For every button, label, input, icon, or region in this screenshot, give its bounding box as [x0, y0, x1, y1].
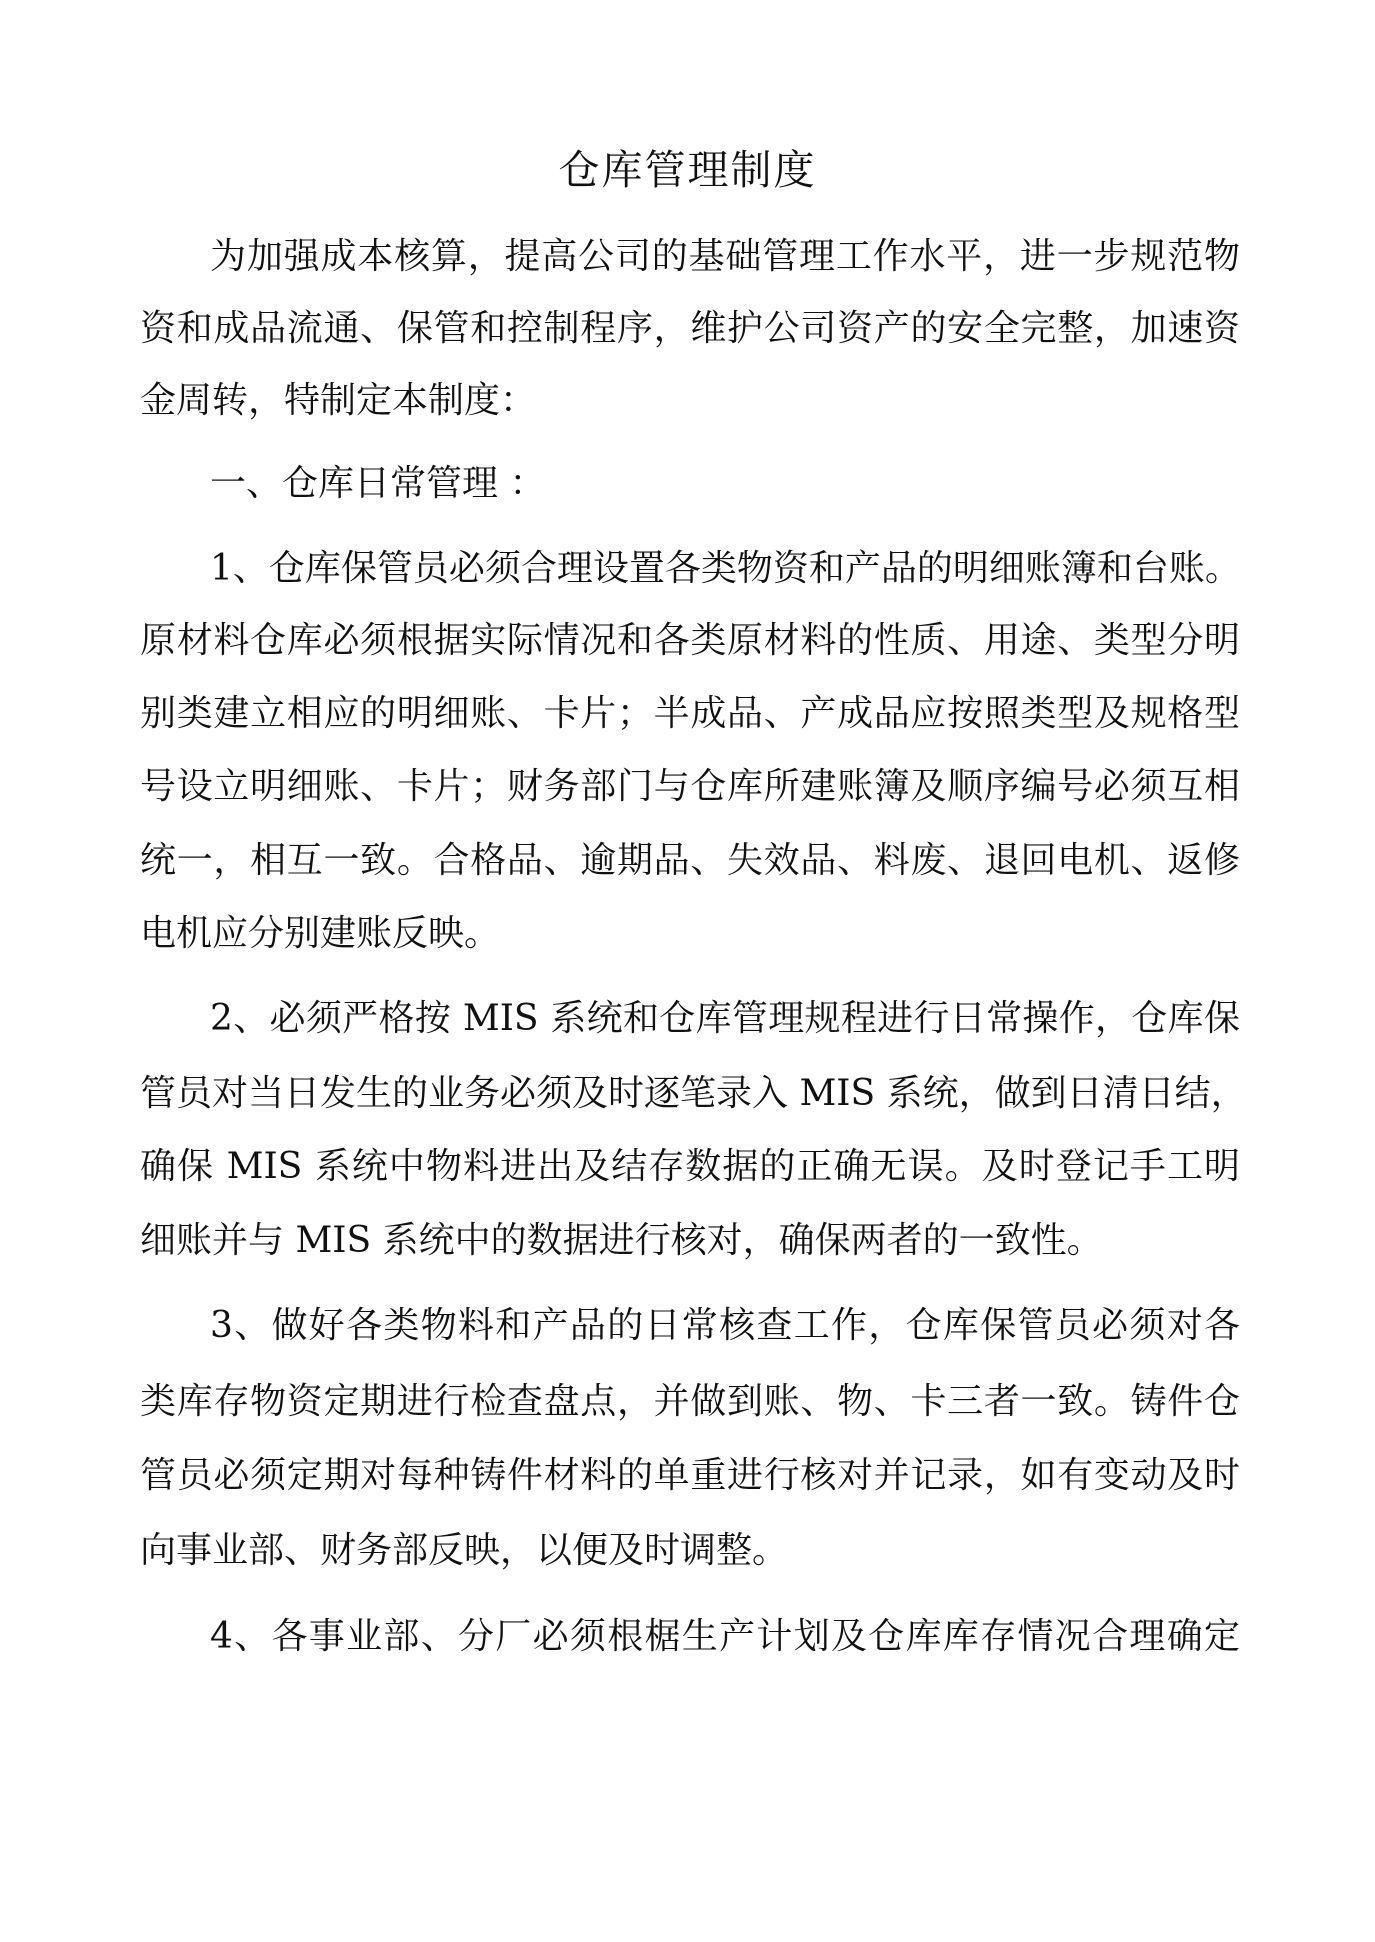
paragraph-line: 2、必须严格按 MIS 系统和仓库管理规程进行日常操作，仓库保	[210, 998, 1240, 1039]
paragraph-line: 细账并与 MIS 系统中的数据进行核对，确保两者的一致性。	[140, 1220, 1103, 1261]
paragraph-line: 1、仓库保管员必须合理设置各类物资和产品的明细账簿和台账。	[210, 548, 1241, 589]
paragraph-line: 3、做好各类物料和产品的日常核查工作，仓库保管员必须对各	[210, 1305, 1240, 1346]
section-heading: 一、仓库日常管理 ：	[210, 463, 546, 504]
paragraph-line: 管员对当日发生的业务必须及时逐笔录入 MIS 系统，做到日清日结，	[140, 1073, 1247, 1114]
paragraph-line: 管员必须定期对每种铸件材料的单重进行核对并记录，如有变动及时	[140, 1455, 1240, 1496]
paragraph-line: 类库存物资定期进行检查盘点，并做到账、物、卡三者一致。铸件仓	[140, 1381, 1240, 1422]
paragraph-line: 金周转，特制定本制度：	[140, 380, 537, 421]
paragraph-line: 为加强成本核算，提高公司的基础管理工作水平，进一步规范物	[210, 236, 1240, 277]
paragraph-line: 资和成品流通、保管和控制程序，维护公司资产的安全完整，加速资	[140, 308, 1240, 349]
paragraph-line: 确保 MIS 系统中物料进出及结存数据的正确无误。及时登记手工明	[140, 1146, 1240, 1187]
paragraph-line: 4、各事业部、分厂必须根椐生产计划及仓库库存情况合理确定	[210, 1616, 1240, 1657]
paragraph-line: 号设立明细账、卡片；财务部门与仓库所建账簿及顺序编号必须互相	[140, 766, 1240, 807]
paragraph-line: 别类建立相应的明细账、卡片；半成品、产成品应按照类型及规格型	[140, 693, 1240, 734]
document-title: 仓库管理制度	[558, 146, 817, 194]
paragraph-line: 原材料仓库必须根据实际情况和各类原材料的性质、用途、类型分明	[140, 620, 1240, 661]
paragraph-line: 统一，相互一致。合格品、逾期品、失效品、料废、退回电机、返修	[140, 840, 1240, 881]
paragraph-line: 电机应分别建账反映。	[140, 913, 501, 954]
paragraph-line: 向事业部、财务部反映，以便及时调整。	[140, 1530, 789, 1571]
